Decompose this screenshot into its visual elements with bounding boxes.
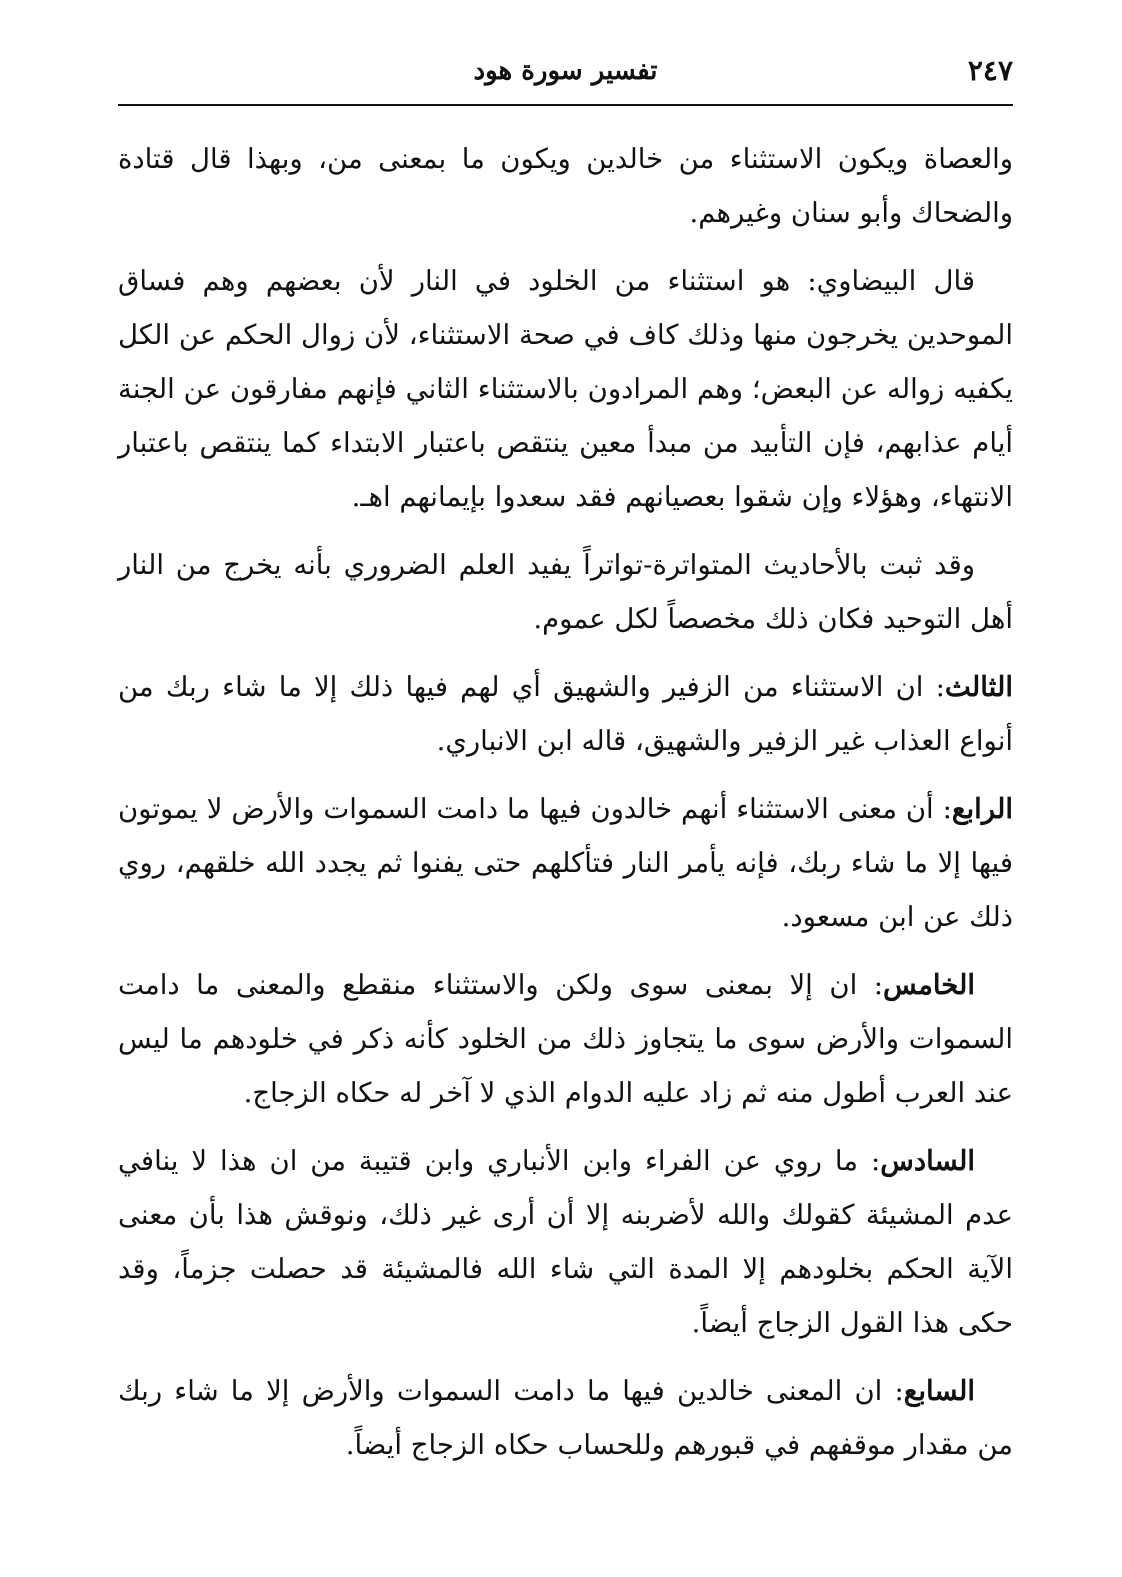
running-title: تفسير سورة هود <box>473 56 658 86</box>
paragraph-6 <box>118 958 1013 1120</box>
paragraph-3 <box>118 538 1013 646</box>
section-lead-third: الثالث <box>944 671 1013 703</box>
section-lead-sixth: السادس <box>880 1145 975 1177</box>
header-divider <box>118 104 1013 106</box>
section-lead-fourth: الرابع <box>951 793 1013 825</box>
page-header <box>118 48 1013 104</box>
paragraph-8 <box>118 1364 1013 1472</box>
paragraph-text: : ان المعنى خالدين فيها ما دامت السموات والأرض إلا ما شاء ربك من مقدار موقفهم في قبورهم وللحساب حكاه الزجاج أيضاً. <box>118 1375 1013 1461</box>
page-number: ٢٤٧ <box>967 54 1013 87</box>
paragraph-1 <box>118 132 1013 240</box>
paragraph-text: : ان إلا بمعنى سوى ولكن والاستثناء منقطع والمعنى ما دامت السموات والأرض سوى ما يتجاوز ذلك من الخلود كأنه ذكر في خلودهم ما ليس عند العرب أطول منه ثم زاد عليه الدوام الذي لا آخر له حكاه الزجاج. <box>118 969 1013 1109</box>
paragraph-text: : ان الاستثناء من الزفير والشهيق أي لهم فيها ذلك إلا ما شاء ربك من أنواع العذاب غير الزفير والشهيق، قاله ابن الانباري. <box>118 671 1013 757</box>
paragraph-7 <box>118 1134 1013 1350</box>
paragraph-text: : أن معنى الاستثناء أنهم خالدون فيها ما دامت السموات والأرض لا يموتون فيها إلا ما شاء ربك، فإنه يأمر النار فتأكلهم حتى يفنوا ثم يجدد الله خلقهم، روي ذلك عن ابن مسعود. <box>118 793 1013 933</box>
paragraph-text: : ما روي عن الفراء وابن الأنباري وابن قتيبة من ان هذا لا ينافي عدم المشيئة كقولك والله لأضربنه إلا أن أرى غير ذلك، ونوقش هذا بأن معنى الآية الحكم بخلودهم إلا المدة التي شاء الله فالمشيئة قد حصلت جزماً، وقد حكى هذا القول الزجاج أيضاً. <box>118 1145 1013 1339</box>
paragraph-text: وقد ثبت بالأحاديث المتواترة-تواتراً يفيد العلم الضروري بأنه يخرج من النار أهل التوحيد فكان ذلك مخصصاً لكل عموم. <box>118 549 1013 635</box>
page-body <box>118 132 1013 1486</box>
paragraph-2 <box>118 254 1013 524</box>
paragraph-4 <box>118 660 1013 768</box>
paragraph-5 <box>118 782 1013 944</box>
paragraph-text: والعصاة ويكون الاستثناء من خالدين ويكون ما بمعنى من، وبهذا قال قتادة والضحاك وأبو سنان وغيرهم. <box>118 143 1013 229</box>
paragraph-text: قال البيضاوي: هو استثناء من الخلود في النار لأن بعضهم وهم فساق الموحدين يخرجون منها وذلك كاف في صحة الاستثناء، لأن زوال الحكم عن الكل يكفيه زواله عن البعض؛ وهم المرادون بالاستثناء الثاني فإنهم مفارقون عن الجنة أيام عذابهم، فإن التأبيد من مبدأ معين ينتقص باعتبار الابتداء كما ينتقص باعتبار الانتهاء، وهؤلاء وإن شقوا بعصيانهم فقد سعدوا بإيمانهم اهـ. <box>118 265 1013 513</box>
section-lead-fifth: الخامس <box>883 969 975 1001</box>
section-lead-seventh: السابع <box>903 1375 975 1407</box>
